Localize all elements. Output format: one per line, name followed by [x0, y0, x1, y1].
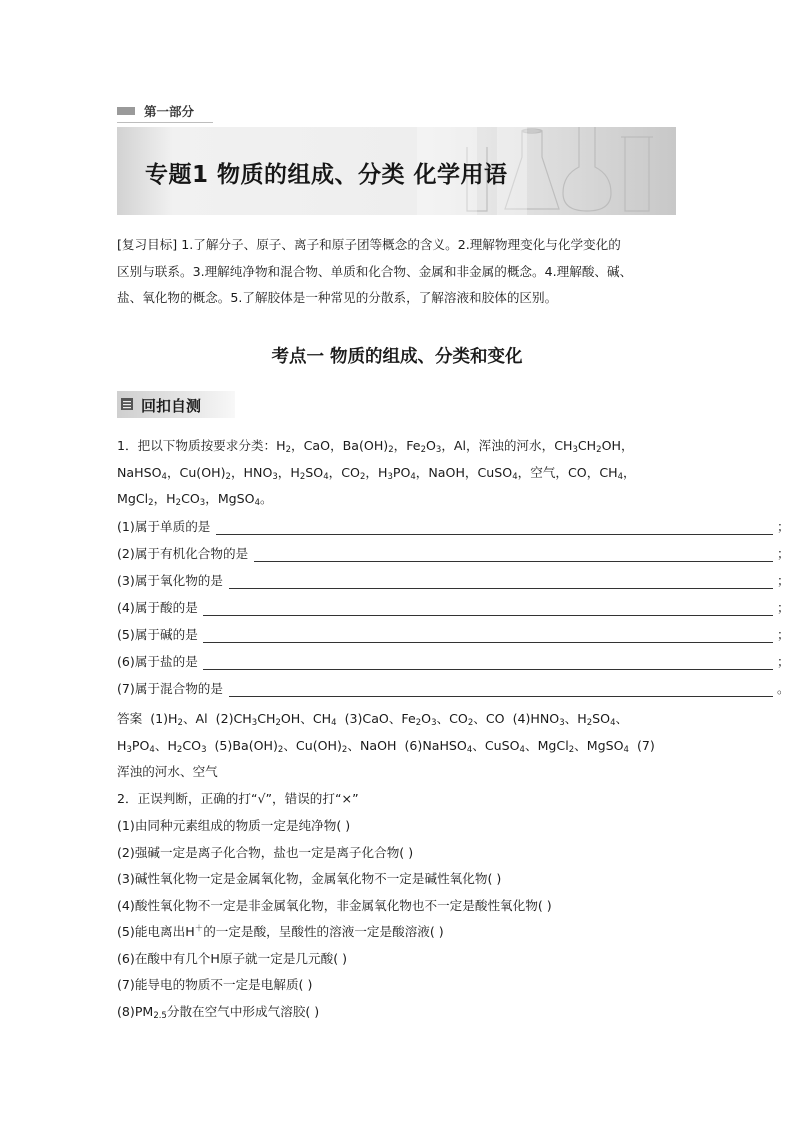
- review-goals-line: 盐、氧化物的概念。5.了解胶体是一种常见的分散系，了解溶液和胶体的区别。: [117, 290, 558, 305]
- answer-line[interactable]: [203, 642, 773, 643]
- answer-line[interactable]: [229, 588, 773, 589]
- blank-label: (6)属于盐的是: [117, 654, 198, 669]
- blank-label: (1)属于单质的是: [117, 519, 211, 534]
- part-label-text: 第一部分: [144, 104, 195, 119]
- part-label-bar: [117, 107, 135, 115]
- blank-label: (7)属于混合物的是: [117, 681, 223, 696]
- chapter-title: 专题1 物质的组成、分类 化学用语: [145, 162, 508, 188]
- question-1-line: 1．把以下物质按要求分类：$H_2$，CaO，$Ba(OH)_2$，$Fe_2O_3$，Al，浑浊的河水，$CH_3CH_2OH$，: [117, 438, 634, 455]
- answer-line[interactable]: [254, 561, 773, 562]
- answer-line[interactable]: [229, 696, 773, 697]
- judge-list: [117, 813, 552, 1025]
- answer-line[interactable]: [203, 615, 773, 616]
- list-icon: [121, 398, 133, 410]
- judge-item[interactable]: (6)在酸中有几个H原子就一定是几元酸( ): [117, 950, 348, 966]
- judge-item[interactable]: $(8)PM_{2.5}$分散在空气中形成气溶胶( ): [117, 1003, 320, 1021]
- chapter-banner: [117, 127, 676, 215]
- judge-item[interactable]: (5)能电离出H＋的一定是酸，呈酸性的溶液一定是酸溶液( ): [117, 924, 444, 939]
- answer-block: [117, 706, 655, 786]
- judge-item[interactable]: (1)由同种元素组成的物质一定是纯净物( ): [117, 818, 351, 833]
- review-goals-line: 区别与联系。3.理解纯净物和混合物、单质和化合物、金属和非金属的概念。4.理解酸、碱、: [117, 263, 633, 279]
- review-goals: [117, 232, 682, 312]
- blank-label: (2)属于有机化合物的是: [117, 546, 249, 561]
- part-label: [117, 100, 213, 123]
- answer-line[interactable]: [216, 534, 773, 535]
- question-2-title: 2．正误判断，正确的打“√”，错误的打“×”: [117, 791, 359, 806]
- judge-item[interactable]: (2)强碱一定是离子化合物，盐也一定是离子化合物( ): [117, 844, 414, 860]
- section-title: 考点一 物质的组成、分类和变化: [271, 347, 523, 367]
- blank-label: (5)属于碱的是: [117, 627, 198, 642]
- judge-item[interactable]: (4)酸性氧化物不一定是非金属氧化物，非金属氧化物也不一定是酸性氧化物( ): [117, 897, 552, 913]
- blank-label: (4)属于酸的是: [117, 600, 198, 615]
- answer-line[interactable]: [203, 669, 773, 670]
- answer-line-text: $H_3PO_4$、$H_2CO_3$ $(5)Ba(OH)_2$、$Cu(OH)_2$、NaOH (6)NaHSO$_4$、CuSO$_4$、MgCl$_2$、MgSO$_4$ (7): [117, 737, 655, 755]
- question-1-line: MgCl$_2$，$H_2CO_3$，MgSO$_4$。: [117, 491, 273, 508]
- judge-item[interactable]: (7)能导电的物质不一定是电解质( ): [117, 977, 313, 992]
- subsection-title: 回扣自测: [141, 397, 202, 415]
- blank-label: (3)属于氧化物的是: [117, 573, 223, 588]
- review-goals-line: [复习目标] 1.了解分子、原子、离子和原子团等概念的含义。2.理解物理变化与化学变化的: [117, 237, 621, 252]
- answer-line-text: 答案 $(1)H_2$、Al $(2)CH_3CH_2OH$、$CH_4$ (3)CaO、$Fe_2O_3$、$CO_2$、CO $(4)HNO_3$、$H_2SO_4$、: [117, 711, 629, 728]
- question-1-line: NaHSO$_4$，$Cu(OH)_2$，$HNO_3$，$H_2SO_4$，$CO_2$，$H_3PO_4$，NaOH，CuSO$_4$，空气，CO，$CH_4$，: [117, 464, 636, 482]
- judge-item[interactable]: (3)碱性氧化物一定是金属氧化物，金属氧化物不一定是碱性氧化物( ): [117, 871, 502, 886]
- answer-line-text: 浑浊的河水、空气: [117, 764, 218, 779]
- subsection-header: [117, 391, 235, 418]
- question-1: [117, 433, 636, 513]
